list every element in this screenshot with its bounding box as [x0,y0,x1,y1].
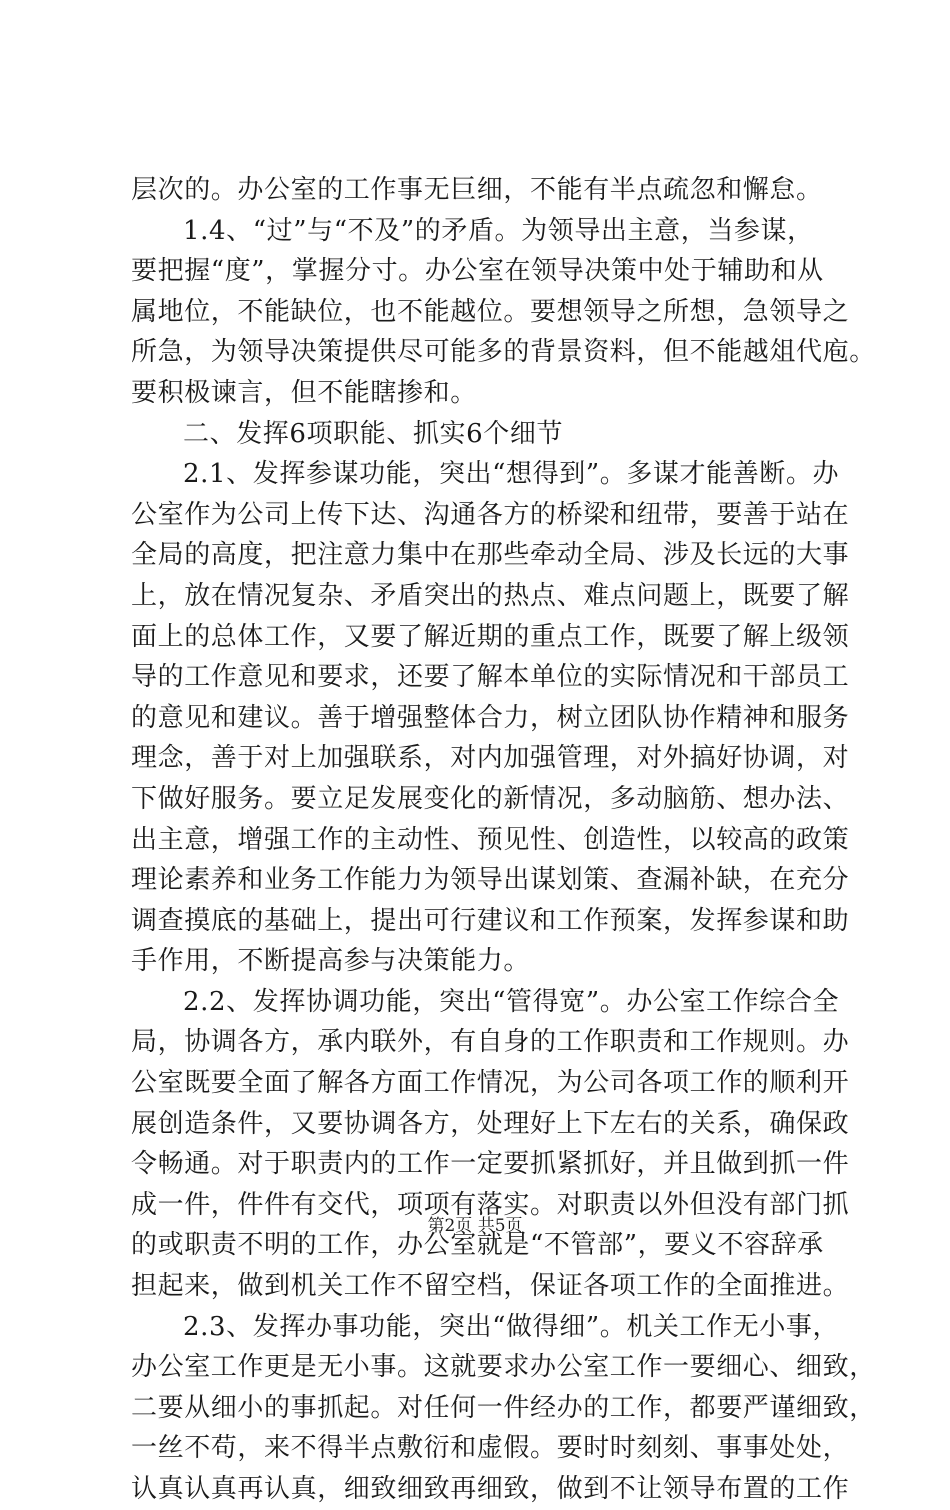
text-line: 属地位，不能缺位，也不能越位。要想领导之所想，急领导之 [131,296,850,327]
text-line: 调查摸底的基础上，提出可行建议和工作预案，发挥参谋和助 [131,905,850,936]
document-body [131,170,876,1510]
text-line: 令畅通。对于职责内的工作一定要抓紧抓好，并且做到抓一件 [131,1149,850,1180]
text-line: 出主意，增强工作的主动性、预见性、创造性，以较高的政策 [131,824,850,855]
text-line: 所急，为领导决策提供尽可能多的背景资料，但不能越俎代庖。 [131,337,876,368]
text-line: 局，协调各方，承内联外，有自身的工作职责和工作规则。办 [131,1027,850,1058]
text-line: 认真认真再认真，细致细致再细致，做到不让领导布置的工作 [131,1474,850,1504]
text-line: 层次的。办公室的工作事无巨细，不能有半点疏忽和懈怠。 [131,175,823,205]
text-line: 手作用，不断提高参与决策能力。 [131,946,531,977]
text-line: 一丝不苟，来不得半点敷衍和虚假。要时时刻刻、事事处处， [131,1433,850,1464]
text-line: 上，放在情况复杂、矛盾突出的热点、难点问题上，既要了解 [131,580,850,611]
text-line: 下做好服务。要立足发展变化的新情况，多动脑筋、想办法、 [131,783,850,814]
text-line: 的意见和建议。善于增强整体合力，树立团队协作精神和服务 [131,702,850,733]
text-line: 二要从细小的事抓起。对任何一件经办的工作，都要严谨细致， [131,1392,876,1423]
text-line: 公室既要全面了解各方面工作情况，为公司各项工作的顺利开 [131,1068,850,1099]
text-line: 展创造条件，又要协调各方，处理好上下左右的关系，确保政 [131,1108,850,1139]
page-footer: 第2页 共5页 [427,1216,523,1236]
text-line: 全局的高度，把注意力集中在那些牵动全局、涉及长远的大事 [131,540,850,571]
text-line: 办公室工作更是无小事。这就要求办公室工作一要细心、细致， [131,1352,876,1383]
text-line: 1.4、“过”与“不及”的矛盾。为领导出主意，当参谋， [183,215,814,246]
text-line: 理论素养和业务工作能力为领导出谋划策、查漏补缺，在充分 [131,865,850,896]
text-line: 要把握“度”，掌握分寸。办公室在领导决策中处于辅助和从 [131,256,824,287]
text-line: 理念，善于对上加强联系，对内加强管理，对外搞好协调，对 [131,743,850,774]
text-line: 担起来，做到机关工作不留空档，保证各项工作的全面推进。 [131,1271,850,1302]
text-line: 2.3、发挥办事功能，突出“做得细”。机关工作无小事， [183,1311,840,1342]
text-line: 要积极谏言，但不能瞎掺和。 [131,377,477,408]
text-line: 面上的总体工作，又要了解近期的重点工作，既要了解上级领 [131,621,850,652]
text-line: 导的工作意见和要求，还要了解本单位的实际情况和干部员工 [131,662,850,693]
text-line: 公室作为公司上传下达、沟通各方的桥梁和纽带，要善于站在 [131,499,850,530]
text-line: 2.2、发挥协调功能，突出“管得宽”。办公室工作综合全 [183,986,840,1017]
text-line: 二、发挥6项职能、抓实6个细节 [183,418,564,449]
text-line: 成一件，件件有交代，项项有落实。对职责以外但没有部门抓 [131,1189,850,1220]
text-line: 的或职责不明的工作，办公室就是“不管部”，要义不容辞承 [131,1230,824,1261]
text-line: 2.1、发挥参谋功能，突出“想得到”。多谋才能善断。办 [183,459,840,490]
